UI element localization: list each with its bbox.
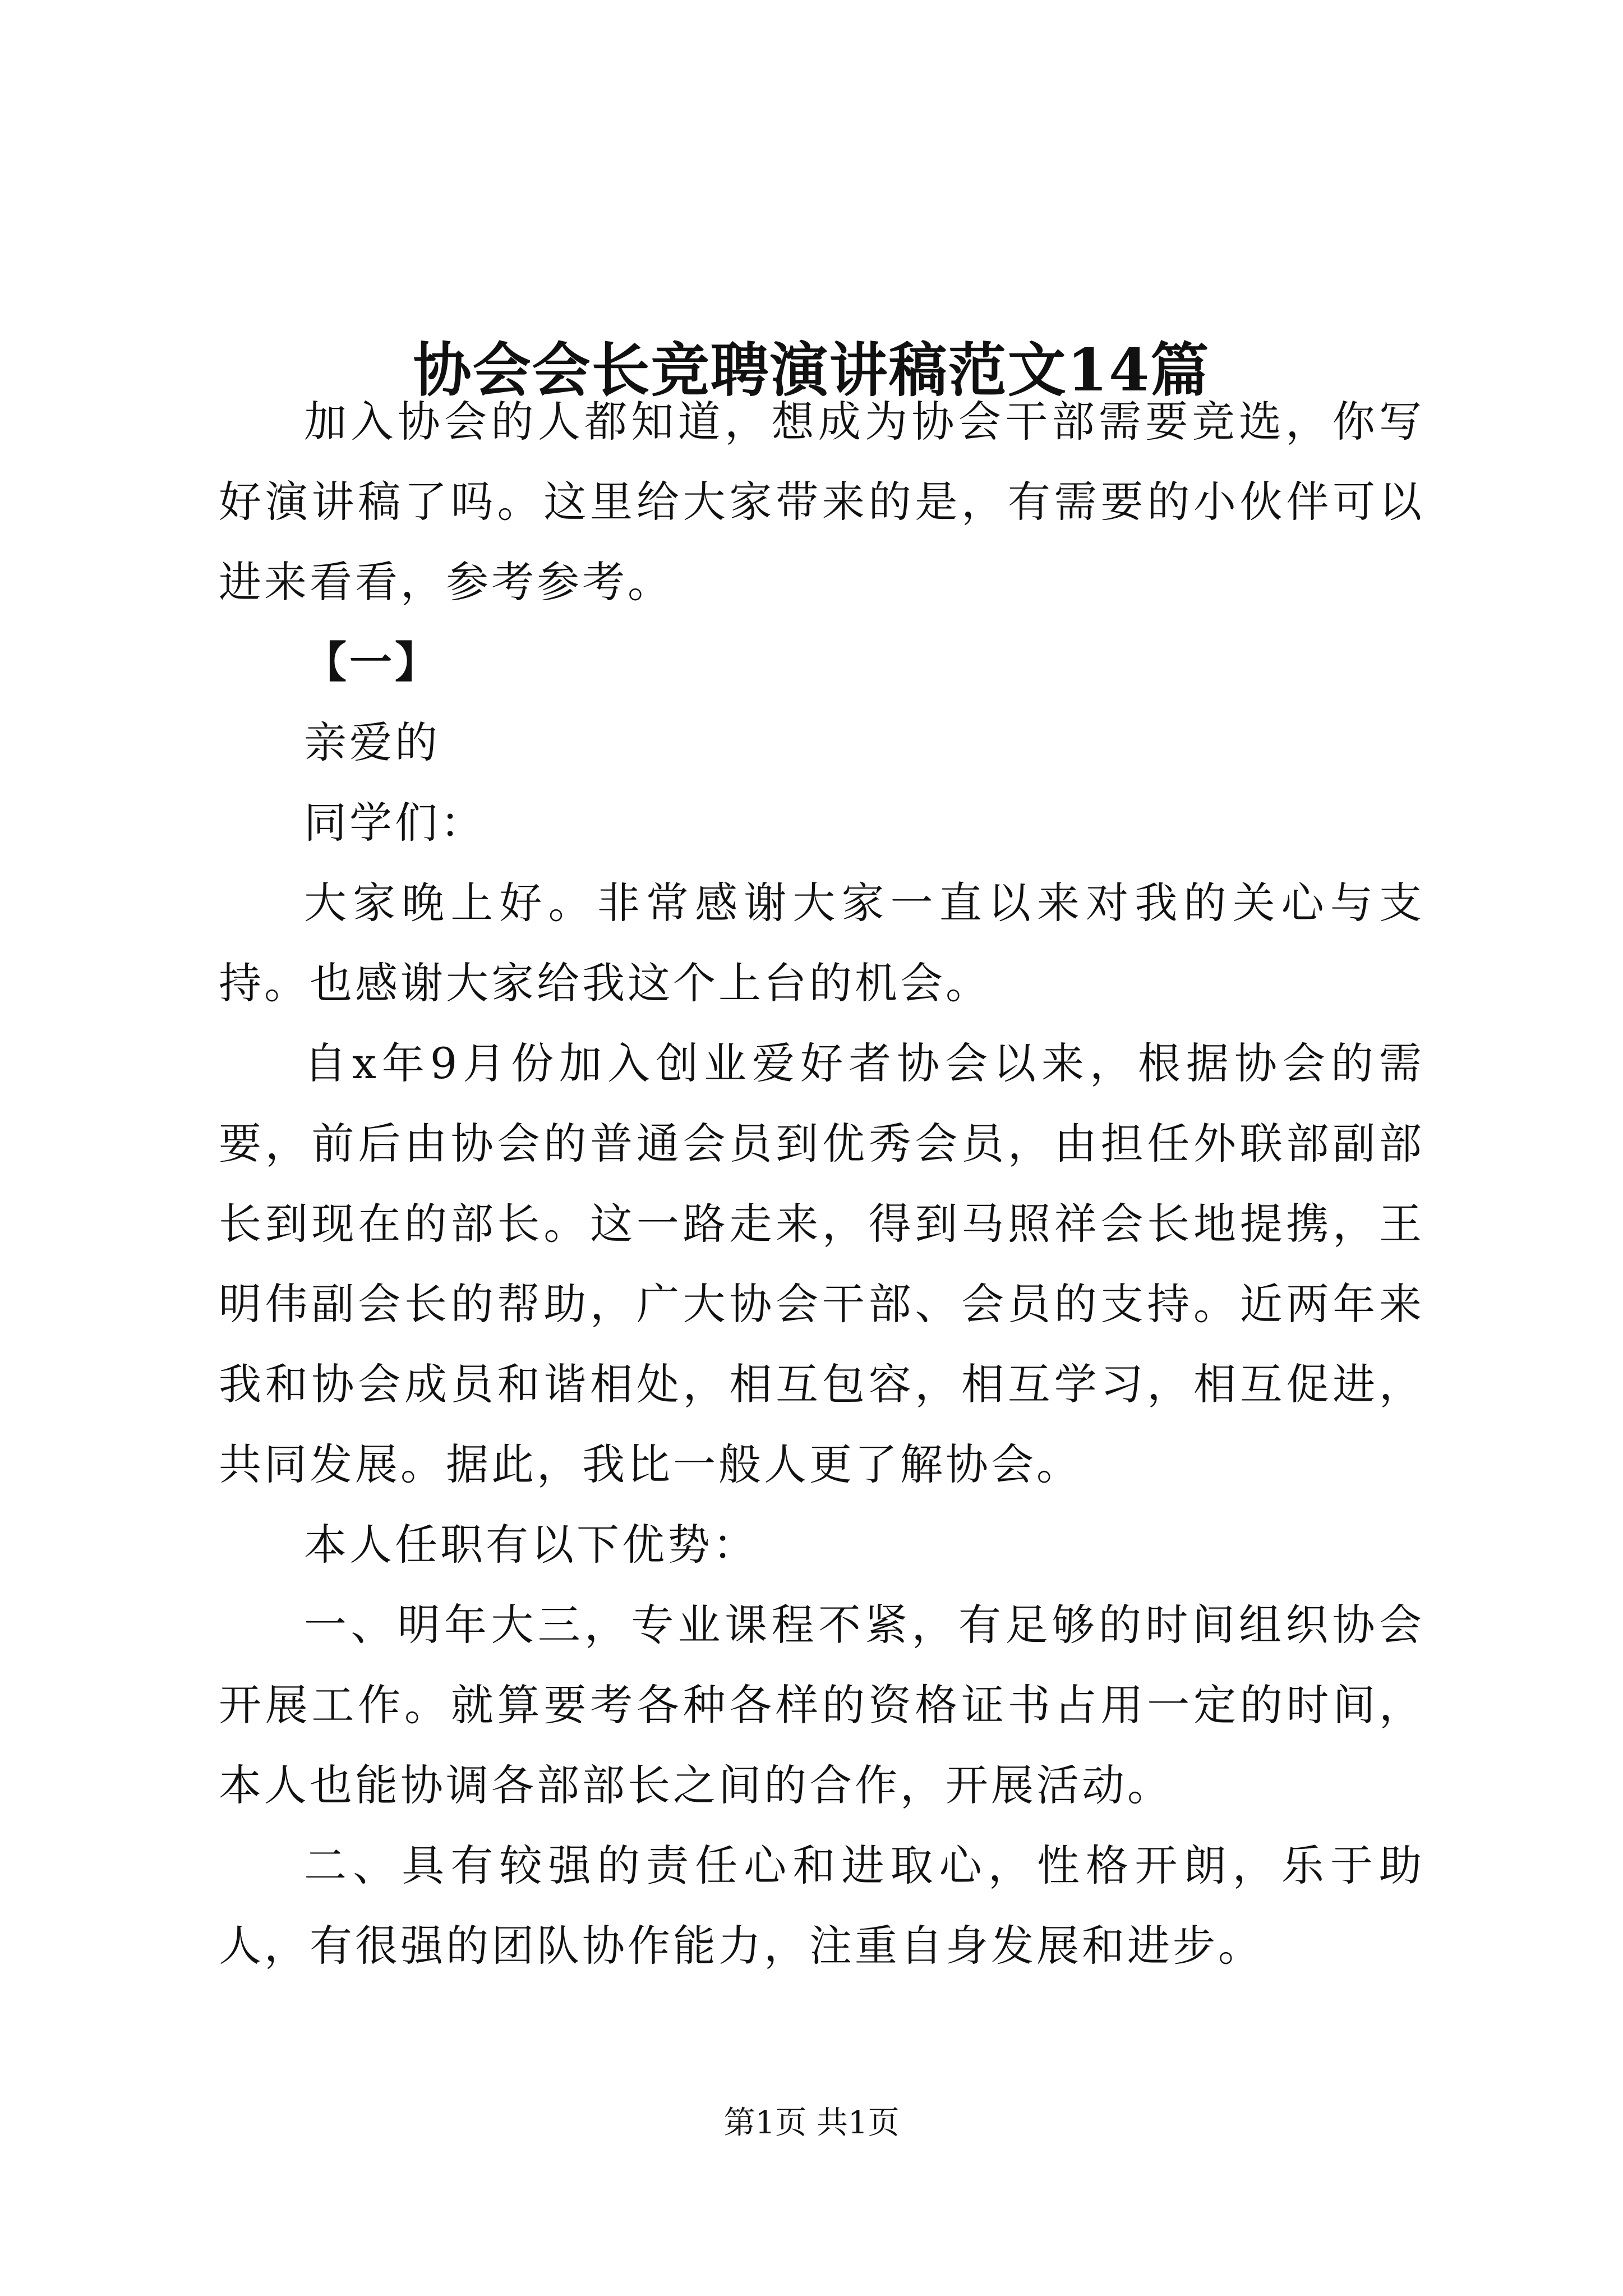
body-paragraph: 自x年9月份加入创业爱好者协会以来，根据协会的需要，前后由协会的普通会员到优秀会员，由担任外联部副部长到现在的部长。这一路走来，得到马照祥会长地提携，王明伟副会长的帮助，广大协会干部、会员的支持。近两年来我和协会成员和谐相处，相互包容，相互学习，相互促进，共同发展。据此，我比一般人更了解协会。 (219, 1038, 1424, 1489)
section-heading: 【一】 (304, 637, 440, 687)
salutation-line: 同学们： (304, 798, 486, 848)
body-paragraph: 二、具有较强的责任心和进取心，性格开朗，乐于助人，有很强的团队协作能力，注重自身发展和进步。 (219, 1841, 1424, 1971)
document-body (219, 381, 1424, 1986)
document-title: 协会会长竞聘演讲稿范文14篇 (413, 335, 1210, 404)
intro-paragraph: 加入协会的人都知道，想成为协会干部需要竞选，你写好演讲稿了吗。这里给大家带来的是，有需要的小伙伴可以进来看看，参考参考。 (219, 397, 1424, 607)
page-number-footer: 第1页 共1页 (723, 2105, 900, 2141)
body-paragraph: 一、明年大三，专业课程不紧，有足够的时间组织协会开展工作。就算要考各种各样的资格证书占用一定的时间，本人也能协调各部部长之间的合作，开展活动。 (219, 1600, 1424, 1810)
body-paragraph: 本人任职有以下优势： (304, 1520, 758, 1570)
body-paragraph: 大家晚上好。非常感谢大家一直以来对我的关心与支持。也感谢大家给我这个上台的机会。 (219, 878, 1424, 1008)
salutation-line: 亲爱的 (304, 717, 440, 767)
